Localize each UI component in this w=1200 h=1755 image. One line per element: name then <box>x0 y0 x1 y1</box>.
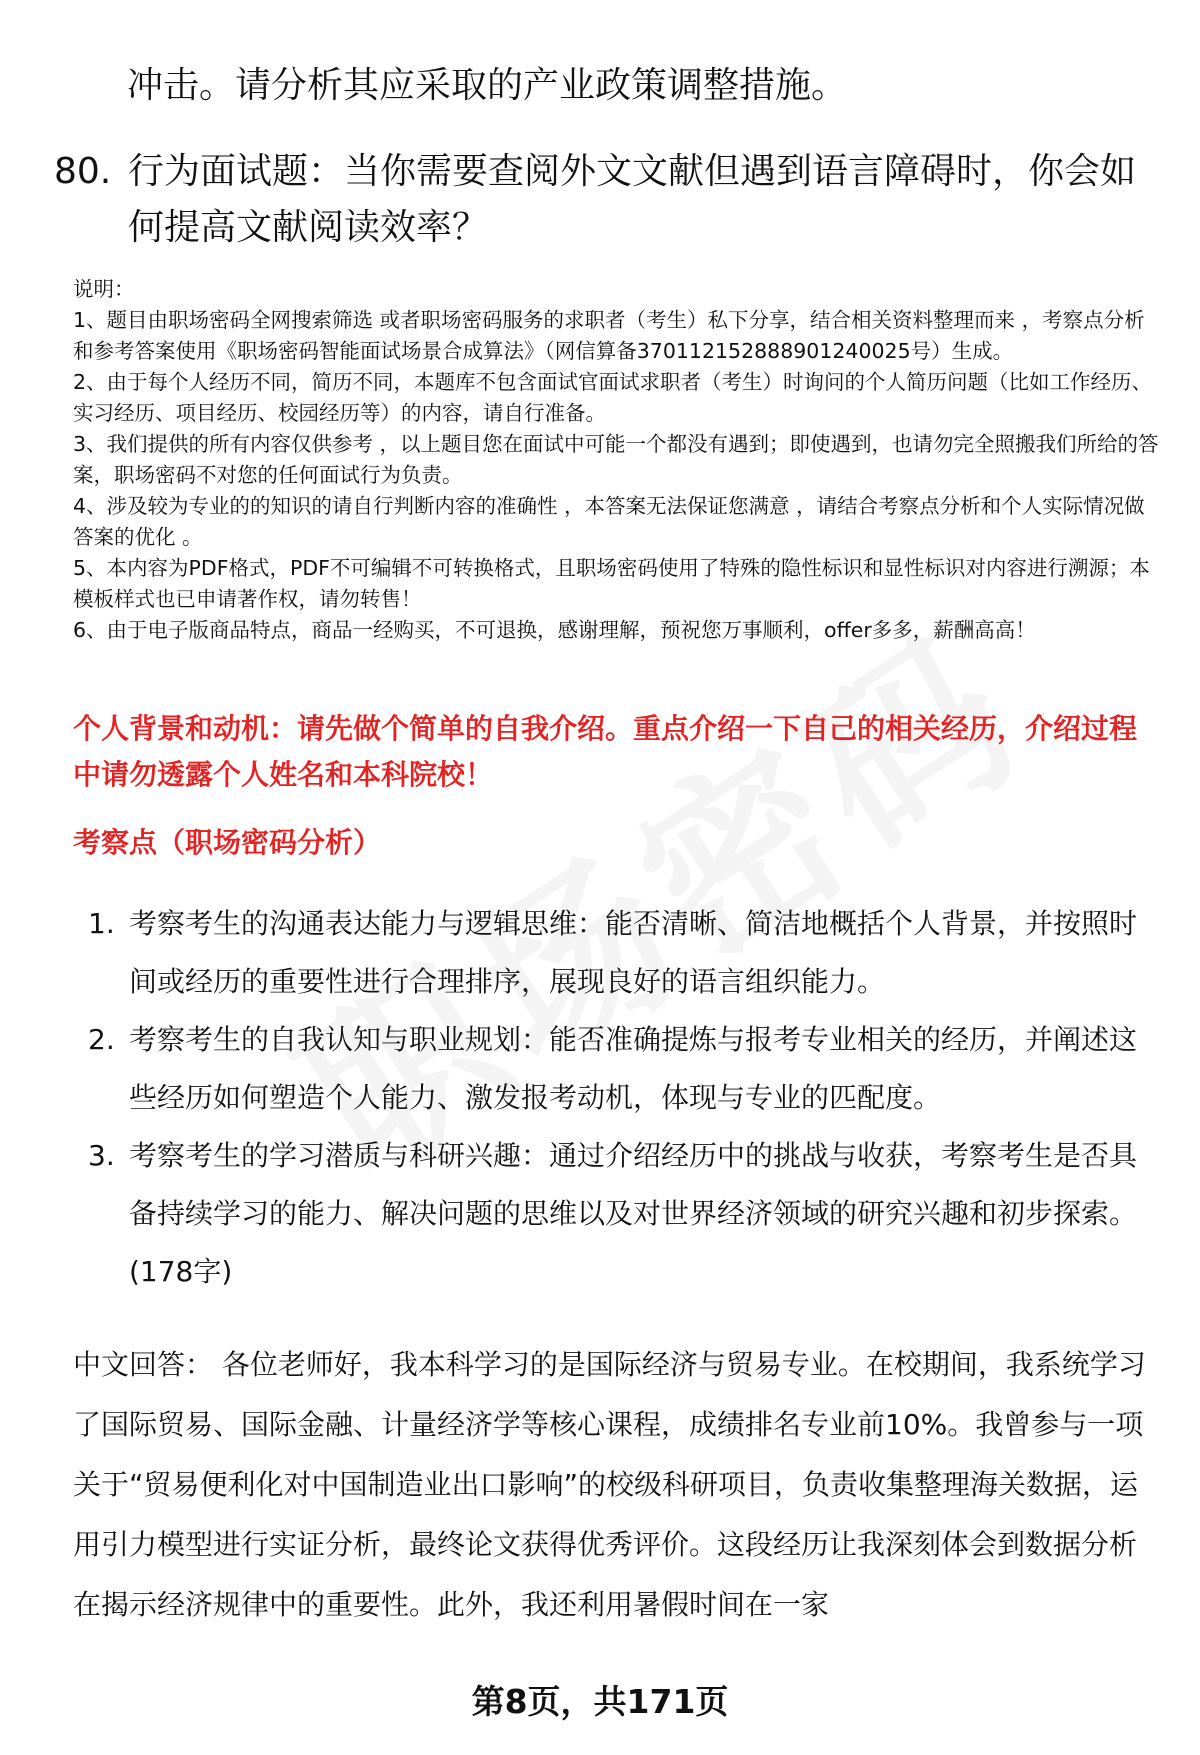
point-number: 2. <box>88 1023 115 1056</box>
focus-point <box>80 1011 1155 1127</box>
focus-title: 考察点（职场密码分析） <box>73 826 382 859</box>
question-number: 80. <box>54 151 112 192</box>
note-item: 3、我们提供的所有内容仅供参考 ，以上题目您在面试中可能一个都没有遇到；即使遇到，也请勿完全照搬我们所给的答案，职场密码不对您的任何面试行为负责。 <box>73 432 1159 487</box>
question-80 <box>54 144 1154 256</box>
point-number: 3. <box>88 1139 115 1172</box>
page-footer: 第8页，共171页 <box>471 1682 729 1721</box>
notes-block <box>73 274 1163 646</box>
point-text: 考察考生的学习潜质与科研兴趣：通过介绍经历中的挑战与收获，考察考生是否具备持续学习的能力、解决问题的思维以及对世界经济领域的研究兴趣和初步探索。 (178字) <box>129 1139 1138 1288</box>
chinese-answer: 中文回答： 各位老师好，我本科学习的是国际经济与贸易专业。在校期间，我系统学习了国际贸易、国际金融、计量经济学等核心课程，成绩排名专业前10%。我曾参与一项关于“贸易便利化对中国制造业出口影响”的校级科研项目，负责收集整理海关数据，运用引力模型进行实证分析，最终论文获得优秀评价。这段经历让我深刻体会到数据分析在揭示经济规律中的重要性。此外，我还利用暑假时间在一家 <box>73 1348 1146 1621</box>
question-text: 行为面试题：当你需要查阅外文文献但遇到语言障碍时，你会如何提高文献阅读效率？ <box>128 151 1137 248</box>
note-item: 1、题目由职场密码全网搜索筛选 或者职场密码服务的求职者（考生）私下分享，结合相关资料整理而来 ，考察点分析和参考答案使用《职场密码智能面试场景合成算法》（网信算备370112152888901240025号）生成。 <box>73 308 1145 363</box>
focus-point <box>80 895 1155 1011</box>
focus-points <box>80 895 1155 1301</box>
point-text: 考察考生的自我认知与职业规划：能否准确提炼与报考专业相关的经历，并阐述这些经历如何塑造个人能力、激发报考动机，体现与专业的匹配度。 <box>129 1023 1138 1114</box>
note-item: 4、涉及较为专业的的知识的请自行判断内容的准确性 ，本答案无法保证您满意 ，请结合考察点分析和个人实际情况做答案的优化 。 <box>73 494 1145 549</box>
note-item: 5、本内容为PDF格式，PDF不可编辑不可转换格式，且职场密码使用了特殊的隐性标识和显性标识对内容进行溯源；本模板样式也已申请著作权，请勿转售！ <box>73 556 1150 611</box>
focus-point <box>80 1127 1155 1301</box>
note-item: 2、由于每个人经历不同，简历不同，本题库不包含面试官面试求职者（考生）时询问的个人简历问题（比如工作经历、实习经历、项目经历、校园经历等）的内容，请自行准备。 <box>73 370 1153 425</box>
point-text: 考察考生的沟通表达能力与逻辑思维：能否清晰、简洁地概括个人背景，并按照时间或经历的重要性进行合理排序，展现良好的语言组织能力。 <box>129 907 1138 998</box>
point-number: 1. <box>88 907 115 940</box>
background-question: 个人背景和动机：请先做个简单的自我介绍。重点介绍一下自己的相关经历，介绍过程中请勿透露个人姓名和本科院校！ <box>73 712 1138 791</box>
note-item: 6、由于电子版商品特点，商品一经购买，不可退换，感谢理解，预祝您万事顺利，offer多多，薪酬高高！ <box>73 618 1036 642</box>
notes-title: 说明： <box>73 277 135 301</box>
question-continuation: 冲击。请分析其应采取的产业政策调整措施。 <box>127 65 848 106</box>
